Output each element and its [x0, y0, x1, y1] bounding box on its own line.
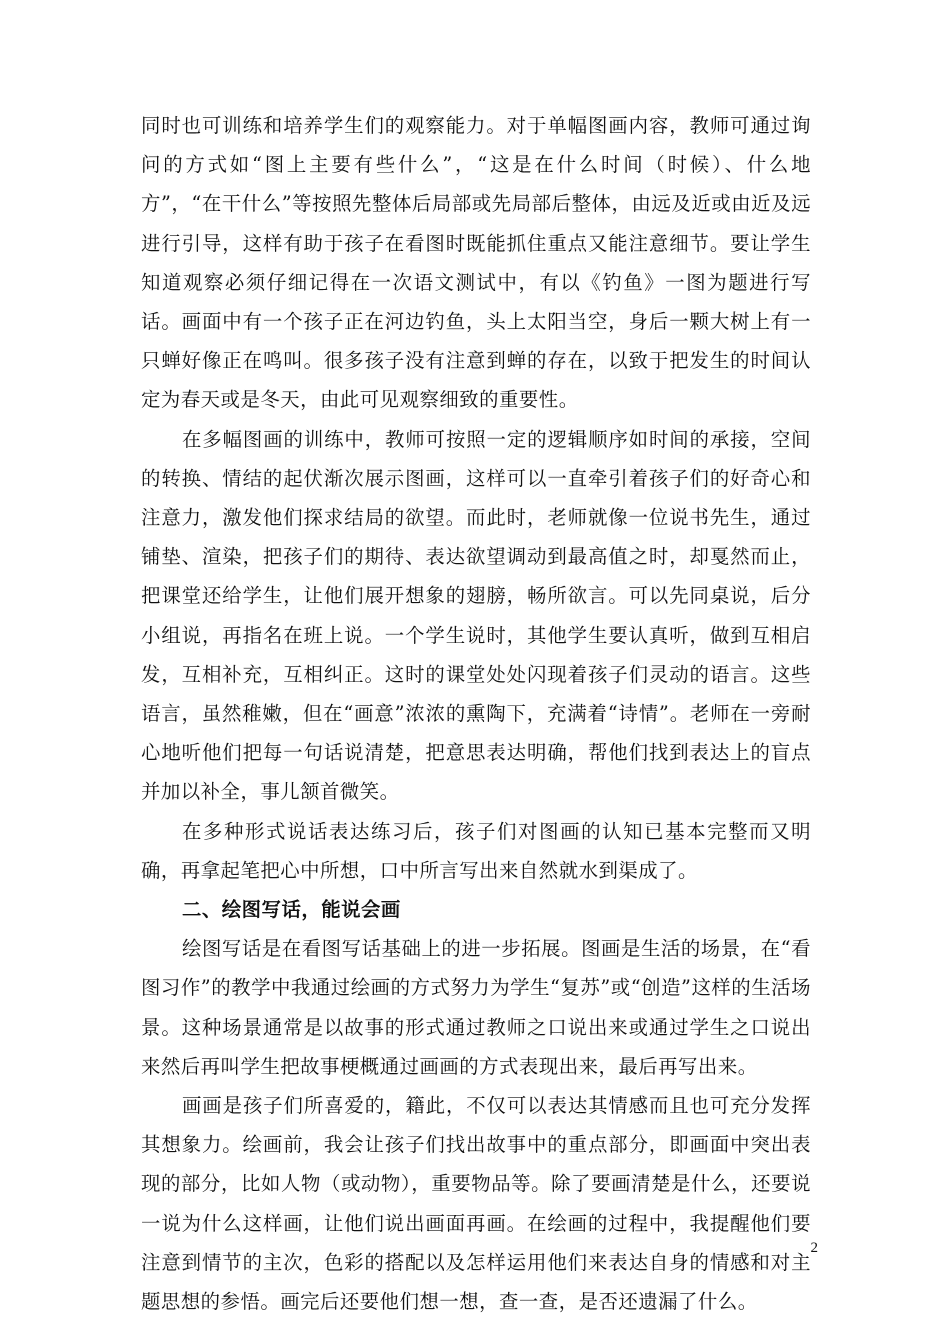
- paragraph-multi-picture-training: 在多幅图画的训练中，教师可按照一定的逻辑顺序如时间的承接，空间的转换、情结的起伏渐次展示图画，这样可以一直牵引着孩子们的好奇心和注意力，激发他们探求结局的欲望。而此时，老师就像一位说书先生，通过铺垫、渲染，把孩子们的期待、表达欲望调动到最高值之时，却戛然而止，把课堂还给学生，让他们展开想象的翅膀，畅所欲言。可以先同桌说，后分小组说，再指名在班上说。一个学生说时，其他学生要认真听，做到互相启发，互相补充，互相纠正。这时的课堂处处闪现着孩子们灵动的语言。这些语言，虽然稚嫩，但在“画意”浓浓的熏陶下，充满着“诗情”。老师在一旁耐心地听他们把每一句话说清楚，把意思表达明确，帮他们找到表达上的盲点并加以补全，事儿颔首微笑。: [141, 427, 811, 804]
- page-body: [141, 106, 811, 1321]
- paragraph-observation-continued: 同时也可训练和培养学生们的观察能力。对于单幅图画内容，教师可通过询问的方式如“图上主要有些什么”，“这是在什么时间（时候）、什么地方”，“在干什么”等按照先整体后局部或先局部后整体，由远及近或由近及远进行引导，这样有助于孩子在看图时既能抓住重点又能注意细节。要让学生知道观察必须仔细记得在一次语文测试中，有以《钓鱼》一图为题进行写话。画面中有一个孩子正在河边钓鱼，头上太阳当空，身后一颗大树上有一只蝉好像正在鸣叫。很多孩子没有注意到蝉的存在，以致于把发生的时间认定为春天或是冬天，由此可见观察细致的重要性。: [141, 114, 811, 412]
- paragraph-drawing-writing-intro: 绘图写话是在看图写话基础上的进一步拓展。图画是生活的场景，在“看图习作”的教学中我通过绘画的方式努力为学生“复苏”或“创造”这样的生活场景。这种场景通常是以故事的形式通过教师之口说出来或通过学生之口说出来然后再叫学生把故事梗概通过画画的方式表现出来，最后再写出来。: [141, 937, 811, 1078]
- page-number: 2: [810, 1240, 818, 1256]
- section-heading-drawing-writing: 二、绘图写话，能说会画: [182, 898, 401, 922]
- paragraph-speaking-practice: 在多种形式说话表达练习后，孩子们对图画的认知已基本完整而又明确，再拿起笔把心中所想，口中所言写出来自然就水到渠成了。: [141, 819, 811, 882]
- paragraph-drawing-process: 画画是孩子们所喜爱的，籍此，不仅可以表达其情感而且也可充分发挥其想象力。绘画前，我会让孩子们找出故事中的重点部分，即画面中突出表现的部分，比如人物（或动物），重要物品等。除了要画清楚是什么，还要说一说为什么这样画，让他们说出画面再画。在绘画的过程中，我提醒他们要注意到情节的主次，色彩的搭配以及怎样运用他们来表达自身的情感和对主题思想的参悟。画完后还要他们想一想，查一查，是否还遗漏了什么。: [141, 1094, 811, 1314]
